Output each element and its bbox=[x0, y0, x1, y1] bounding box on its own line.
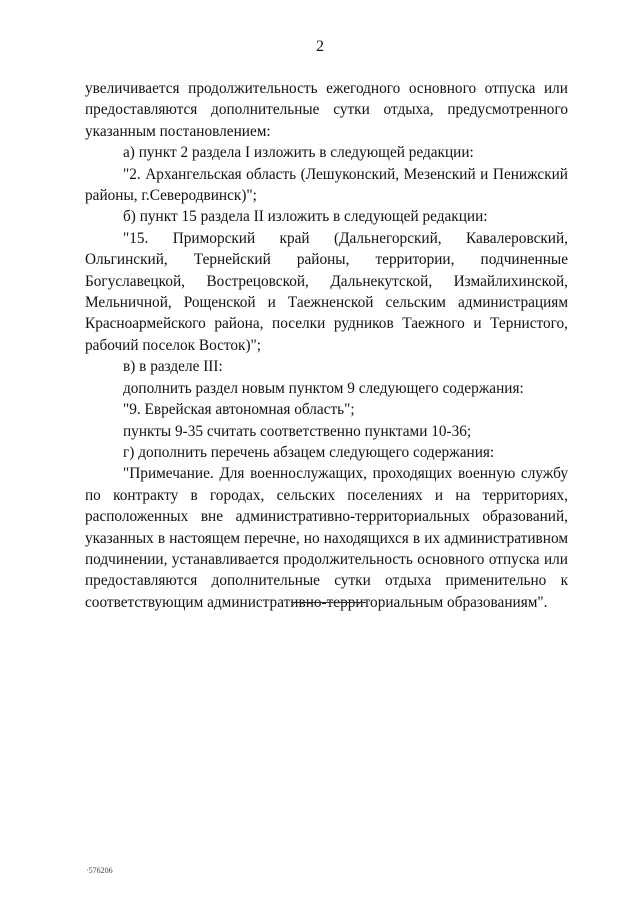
paragraph-add-point: дополнить раздел новым пунктом 9 следующего содержания: bbox=[123, 379, 524, 397]
paragraph-renumber: пункты 9-35 считать соответственно пунктами 10-36; bbox=[123, 422, 472, 440]
paragraph-arkhangelsk: "2. Архангельская область (Лешуконский, Мезенский и Пенижский районы, г.Северодвинск)"; bbox=[85, 165, 568, 205]
paragraph-item-a: а) пункт 2 раздела I изложить в следующей редакции: bbox=[123, 144, 474, 162]
end-divider bbox=[291, 602, 366, 603]
paragraph-intro: увеличивается продолжительность ежегодного основного отпуска или предоставляются дополнительные сутки отдыха, предусмотренного указанным постановлением: bbox=[85, 80, 568, 140]
paragraph-item-v: в) в разделе III: bbox=[123, 358, 223, 376]
paragraph-item-b: б) пункт 15 раздела II изложить в следующей редакции: bbox=[123, 208, 488, 226]
footer-code: ·576206 bbox=[86, 866, 113, 875]
document-body bbox=[85, 78, 568, 613]
paragraph-item-g: г) дополнить перечень абзацем следующего содержания: bbox=[123, 443, 495, 461]
paragraph-jewish-ao: "9. Еврейская автономная область"; bbox=[123, 401, 355, 419]
paragraph-primorsky: "15. Приморский край (Дальнегорский, Кавалеровский, Ольгинский, Тернейский районы, территории, подчиненные Богуславецкой, Вострецовской, Дальнекутской, Измайлихинской, Мельничной, Рощенской и Таежненской сельским администрациям Красноармейского района, поселки рудников Таежного и Тернистого, рабочий поселок Восток)"; bbox=[85, 229, 568, 354]
paragraph-note: "Примечание. Для военнослужащих, проходящих военную службу по контракту в городах, сельских поселениях и на территориях, расположенных вне административно-территориальных образований, указанных в настоящем перечне, но находящихся в их административном подчинении, устанавливается продолжительность основного отпуска или предоставляются дополнительные сутки отдыха применительно к соответствующим административно-территориальным образованиям". bbox=[85, 465, 568, 611]
page-number: 2 bbox=[316, 38, 324, 55]
